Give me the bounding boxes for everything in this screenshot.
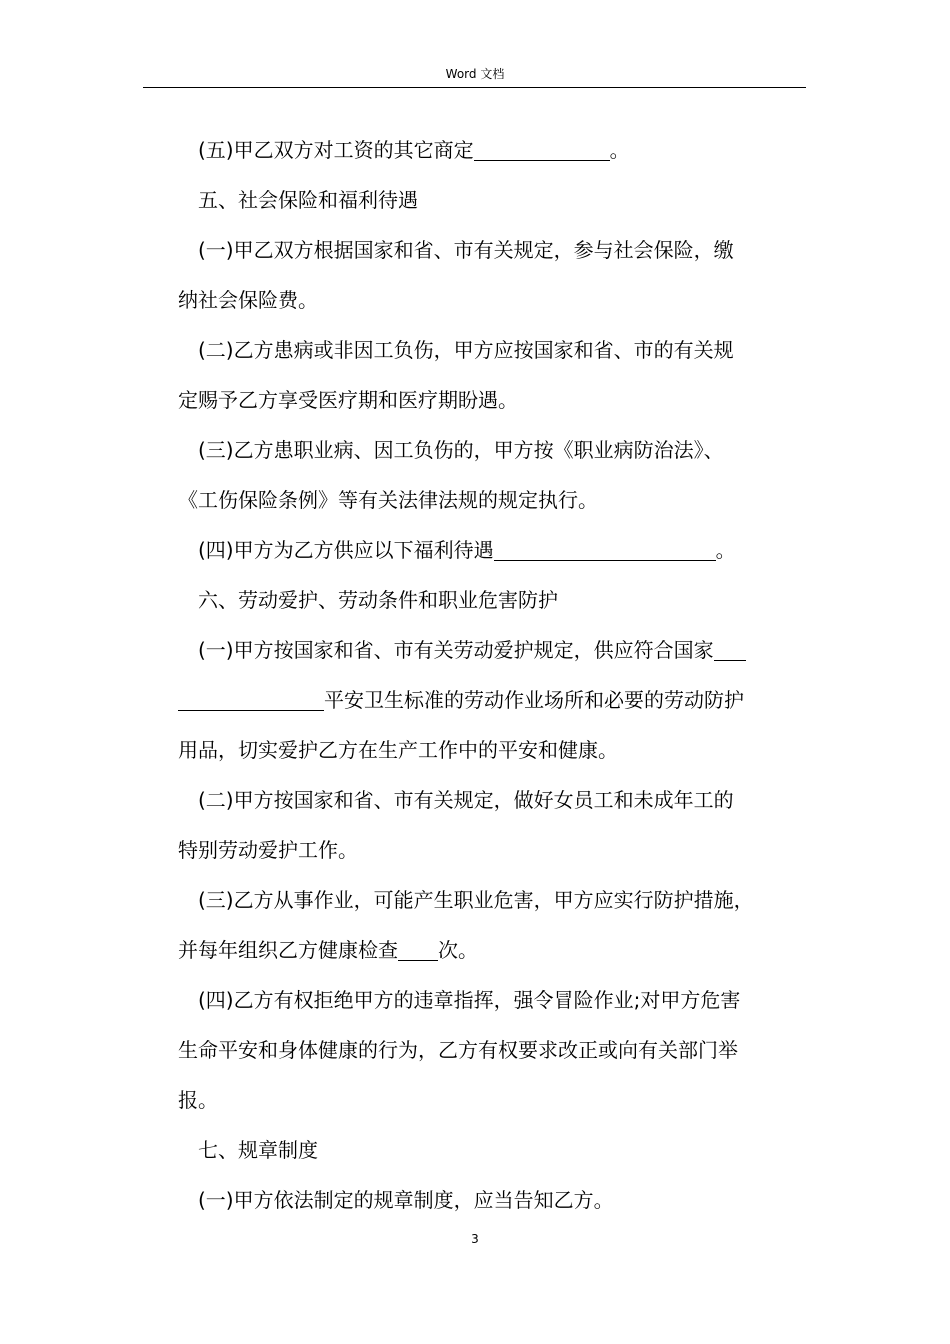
fill-in-blank (474, 135, 610, 161)
page-number: 3 (471, 1232, 479, 1246)
fill-in-blank (178, 685, 324, 711)
clause-one-labor-protection-end: 用品，切实爱护乙方在生产工作中的平安和健康。 (178, 738, 618, 762)
clause-text: (一)甲方按国家和省、市有关劳动爱护规定，供应符合国家 (198, 638, 714, 662)
document-body (178, 125, 806, 1225)
clause-four-welfare (178, 525, 806, 575)
fill-in-blank (494, 535, 716, 561)
page-header: Word 文档 (445, 67, 505, 81)
clause-one-labor-protection (178, 625, 806, 675)
fill-in-blank (398, 935, 438, 961)
clause-three-occupational-disease-cont: 《工伤保险条例》等有关法律法规的规定执行。 (178, 488, 598, 512)
clause-text-end: 次。 (438, 938, 478, 962)
clause-three-occupational-hazard-cont (178, 925, 806, 975)
clause-text-end: 。 (609, 138, 630, 162)
clause-one-social-insurance-cont: 纳社会保险费。 (178, 288, 318, 312)
clause-one-rules-notice: (一)甲方依法制定的规章制度，应当告知乙方。 (198, 1188, 614, 1212)
clause-three-occupational-disease: (三)乙方患职业病、因工负伤的，甲方按《职业病防治法》、 (198, 438, 724, 462)
clause-one-social-insurance: (一)甲乙双方根据国家和省、市有关规定，参与社会保险，缴 (198, 238, 734, 262)
clause-text: 平安卫生标准的劳动作业场所和必要的劳动防护 (324, 688, 744, 712)
section-heading-rules: 七、规章制度 (198, 1138, 318, 1162)
clause-text: (四)甲方为乙方供应以下福利待遇 (198, 538, 494, 562)
clause-one-labor-protection-cont (178, 675, 806, 725)
clause-text: (五)甲乙双方对工资的其它商定 (198, 138, 474, 162)
clause-text: 并每年组织乙方健康检查 (178, 938, 398, 962)
fill-in-blank (714, 635, 746, 661)
clause-text-end: 。 (715, 538, 736, 562)
section-heading-social-insurance: 五、社会保险和福利待遇 (198, 188, 418, 212)
clause-two-illness-cont: 定赐予乙方享受医疗期和医疗期盼遇。 (178, 388, 518, 412)
clause-four-refuse-unsafe-work: (四)乙方有权拒绝甲方的违章指挥，强令冒险作业;对甲方危害 (198, 988, 741, 1012)
header-rule (143, 87, 806, 88)
clause-two-illness: (二)乙方患病或非因工负伤，甲方应按国家和省、市的有关规 (198, 338, 734, 362)
section-heading-labor-protection: 六、劳动爱护、劳动条件和职业危害防护 (198, 588, 558, 612)
clause-four-refuse-unsafe-work-end: 报。 (178, 1088, 218, 1112)
clause-four-refuse-unsafe-work-cont: 生命平安和身体健康的行为，乙方有权要求改正或向有关部门举 (178, 1038, 738, 1062)
clause-two-special-protection: (二)甲方按国家和省、市有关规定，做好女员工和未成年工的 (198, 788, 734, 812)
clause-two-special-protection-cont: 特别劳动爱护工作。 (178, 838, 358, 862)
clause-five-other-wage-agreement (178, 125, 806, 175)
clause-three-occupational-hazard: (三)乙方从事作业，可能产生职业危害，甲方应实行防护措施， (198, 888, 754, 912)
